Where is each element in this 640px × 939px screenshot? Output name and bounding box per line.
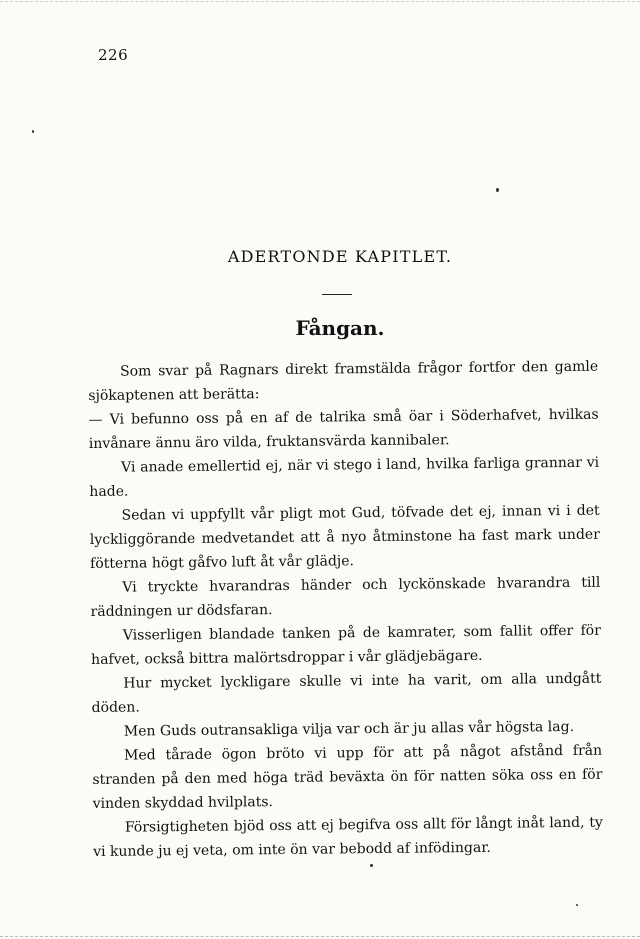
chapter-heading: ADERTONDE KAPITLET. [227, 247, 453, 266]
page-edge-top [0, 1, 640, 2]
paragraph: Vi tryckte hvarandras händer och lyckönskade hvarandra till räddningen ur dödsfaran. [90, 574, 601, 620]
paragraph: Försigtigheten bjöd oss att ej begifva oss allt för långt inåt land, ty vi kunde ju ej veta, om inte ön var bebodd af infödingar. [93, 814, 603, 860]
page-number: 226 [98, 46, 129, 64]
paragraph: Visserligen blandade tanken på de kamrater, som fallit offer för hafvet, också bittra malörtsdroppar i vår glädjebägare. [91, 622, 601, 668]
ink-speck-corner [576, 904, 578, 906]
paragraph: Sedan vi uppfyllt vår pligt mot Gud, töfvade det ej, innan vi i det lyckliggörande medvetandet att å nyo åtminstone ha fast mark under fötterna högt gåfvo luft åt vår glädje. [89, 502, 600, 572]
ink-speck-left [32, 130, 34, 133]
paragraph: — Vi befunno oss på en af de talrika små öar i Söderhafvet, hvilkas invånare ännu äro vilda, fruktansvärda kannibaler. [88, 406, 599, 452]
chapter-title: Fångan. [295, 316, 385, 340]
heading-divider [322, 294, 352, 295]
paragraph: Med tårade ögon bröto vi upp för att på något afstånd från stranden på den med höga träd beväxta ön för natten söka oss en för vinden skyddad hvilplats. [92, 742, 603, 812]
body-text [88, 355, 603, 864]
ink-speck-bottom [370, 864, 373, 867]
paragraph: Som svar på Ragnars direkt framstälda frågor fortfor den gamle sjökaptenen att berätta: [88, 358, 599, 404]
page-edge-bottom [0, 936, 640, 937]
paragraph: Men Guds outransakliga vilja var och är ju allas vår högsta lag. [123, 718, 575, 740]
paragraph: Vi anade emellertid ej, när vi stego i land, hvilka farliga grannar vi hade. [89, 454, 600, 500]
ink-speck-right [496, 188, 499, 192]
paragraph: Hur mycket lyckligare skulle vi inte ha varit, om alla undgått döden. [91, 670, 602, 716]
